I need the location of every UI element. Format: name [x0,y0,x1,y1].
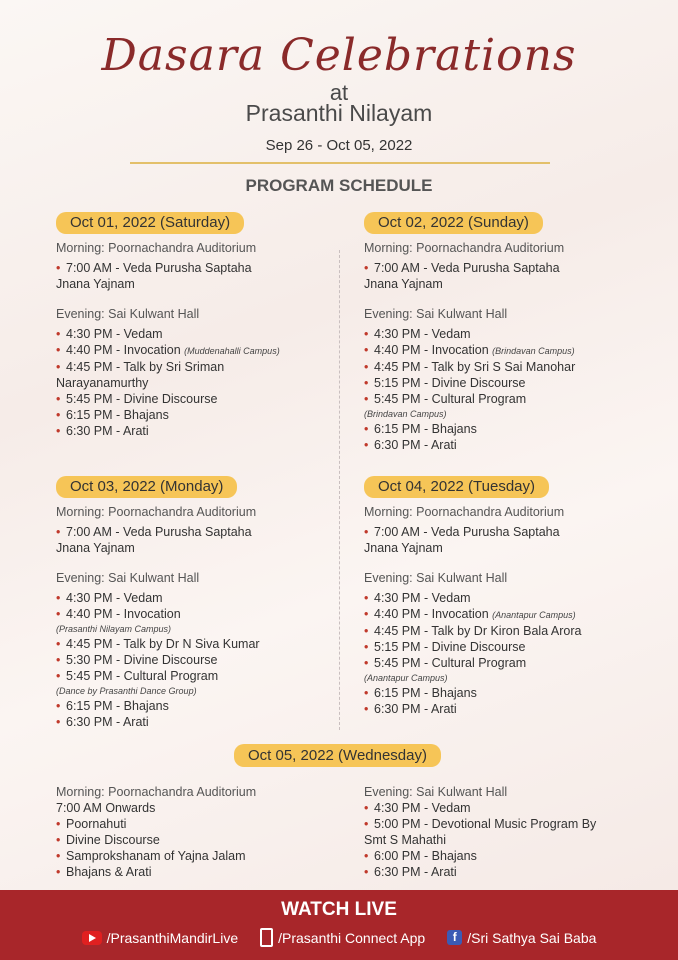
list-item-continued: Jnana Yajnam [364,541,443,555]
item-note: (Prasanthi Nilayam Campus) [56,624,172,634]
poster-title: Dasara Celebrations [101,30,577,81]
footer-links [0,928,678,947]
list-item-continued: Jnana Yajnam [364,277,443,291]
day-oct02 [364,212,664,453]
item-note: (Dance by Prasanthi Dance Group) [56,686,197,696]
list-item-continued: Jnana Yajnam [56,541,135,555]
list-item: • 6:30 PM - Arati [56,714,336,730]
list-item: • 6:30 PM - Arati [364,701,664,717]
day-date-pill: Oct 04, 2022 (Tuesday) [364,476,549,498]
list-item [56,342,336,359]
day-date-pill: Oct 01, 2022 (Saturday) [56,212,244,234]
schedule-heading: PROGRAM SCHEDULE [245,176,433,195]
evening-list [364,326,664,453]
app-link[interactable] [260,928,425,947]
list-item: • 4:40 PM - Invocation [56,606,336,622]
facebook-icon: f [447,930,462,945]
list-item: • 5:45 PM - Cultural Program [364,655,664,671]
list-item: • 5:45 PM - Cultural Program [364,391,664,407]
day-oct05-evening [364,784,664,880]
evening-title: Evening: Sai Kulwant Hall [364,785,508,799]
list-item: • 6:15 PM - Bhajans [364,421,664,437]
list-item: • 7:00 AM - Veda Purusha Saptaha [56,524,336,540]
evening-title: Evening: Sai Kulwant Hall [364,307,508,321]
list-item: • 6:30 PM - Arati [364,437,664,453]
list-item: • 4:45 PM - Talk by Sri S Sai Manohar [364,359,664,375]
watch-live-footer [0,890,678,960]
morning-list [364,260,664,292]
list-item: • 6:30 PM - Arati [364,864,664,880]
list-item: • 6:30 PM - Arati [56,423,336,439]
title-place: Prasanthi Nilayam [245,100,433,126]
evening-title: Evening: Sai Kulwant Hall [364,571,508,585]
morning-title: Morning: Poornachandra Auditorium [56,785,257,799]
evening-title: Evening: Sai Kulwant Hall [56,307,200,321]
item-text: 4:40 PM - Invocation [374,343,489,357]
list-item-continued: Narayanamurthy [56,376,149,390]
list-item: • Bhajans & Arati [56,864,336,880]
title-at: at [329,80,349,105]
item-note: (Muddenahalli Campus) [184,346,280,356]
youtube-label: /PrasanthiMandirLive [106,929,239,946]
phone-icon [260,928,273,947]
item-note: (Anantapur Campus) [492,610,576,620]
item-text: 4:40 PM - Invocation [66,343,181,357]
list-item: • 6:00 PM - Bhajans [364,848,664,864]
list-item: • 4:45 PM - Talk by Dr N Siva Kumar [56,636,336,652]
morning-list [56,524,336,556]
list-item: • Samprokshanam of Yajna Jalam [56,848,336,864]
list-item: • 5:15 PM - Divine Discourse [364,375,664,391]
list-item: • Divine Discourse [56,832,336,848]
list-item: • 4:30 PM - Vedam [56,590,336,606]
list-item: • 5:00 PM - Devotional Music Program By [364,816,664,832]
list-item [364,606,664,623]
day-oct05-morning [56,784,336,880]
day-oct04 [364,476,664,717]
list-item: • 7:00 AM - Veda Purusha Saptaha [56,260,336,276]
list-item: • 4:45 PM - Talk by Dr Kiron Bala Arora [364,623,664,639]
morning-title: Morning: Poornachandra Auditorium [56,505,257,519]
day-date-pill: Oct 02, 2022 (Sunday) [364,212,543,234]
item-text: 4:40 PM - Invocation [374,607,489,621]
list-item: • 4:30 PM - Vedam [364,590,664,606]
facebook-label: /Sri Sathya Sai Baba [467,929,597,946]
list-item: • 7:00 AM - Veda Purusha Saptaha [364,524,664,540]
list-item-continued: Smt S Mahathi [364,833,446,847]
day-date-pill: Oct 03, 2022 (Monday) [56,476,237,498]
list-item: • 5:45 PM - Divine Discourse [56,391,336,407]
list-item: • 4:45 PM - Talk by Sri Sriman [56,359,336,375]
item-note: (Anantapur Campus) [364,673,448,683]
list-item: • 4:30 PM - Vedam [364,326,664,342]
evening-title: Evening: Sai Kulwant Hall [56,571,200,585]
facebook-link[interactable] [447,928,596,947]
list-item: • 5:15 PM - Divine Discourse [364,639,664,655]
column-divider [339,250,340,730]
morning-time: 7:00 AM Onwards [56,801,156,815]
list-item: • 5:45 PM - Cultural Program [56,668,336,684]
list-item: • 4:30 PM - Vedam [56,326,336,342]
watch-live-heading: WATCH LIVE [281,899,397,920]
title-divider [130,162,550,164]
morning-title: Morning: Poornachandra Auditorium [56,241,257,255]
day-oct03 [56,476,336,730]
title-dates: Sep 26 - Oct 05, 2022 [265,137,413,154]
day-oct01 [56,212,336,439]
item-note: (Brindavan Campus) [492,346,575,356]
evening-list [56,590,336,730]
item-note: (Brindavan Campus) [364,409,447,419]
morning-title: Morning: Poornachandra Auditorium [364,505,565,519]
list-item: • 4:30 PM - Vedam [364,800,664,816]
morning-list [56,816,336,880]
youtube-link[interactable] [82,928,239,947]
app-label: /Prasanthi Connect App [278,929,426,946]
morning-list [56,260,336,292]
list-item: • 6:15 PM - Bhajans [364,685,664,701]
evening-list [364,800,664,880]
list-item [364,342,664,359]
youtube-icon [82,931,102,945]
list-item: • 6:15 PM - Bhajans [56,698,336,714]
day-date-pill-oct05: Oct 05, 2022 (Wednesday) [234,744,441,767]
evening-list [364,590,664,717]
evening-list [56,326,336,439]
list-item: • 7:00 AM - Veda Purusha Saptaha [364,260,664,276]
list-item: • Poornahuti [56,816,336,832]
list-item: • 5:30 PM - Divine Discourse [56,652,336,668]
list-item-continued: Jnana Yajnam [56,277,135,291]
list-item: • 6:15 PM - Bhajans [56,407,336,423]
morning-list [364,524,664,556]
morning-title: Morning: Poornachandra Auditorium [364,241,565,255]
